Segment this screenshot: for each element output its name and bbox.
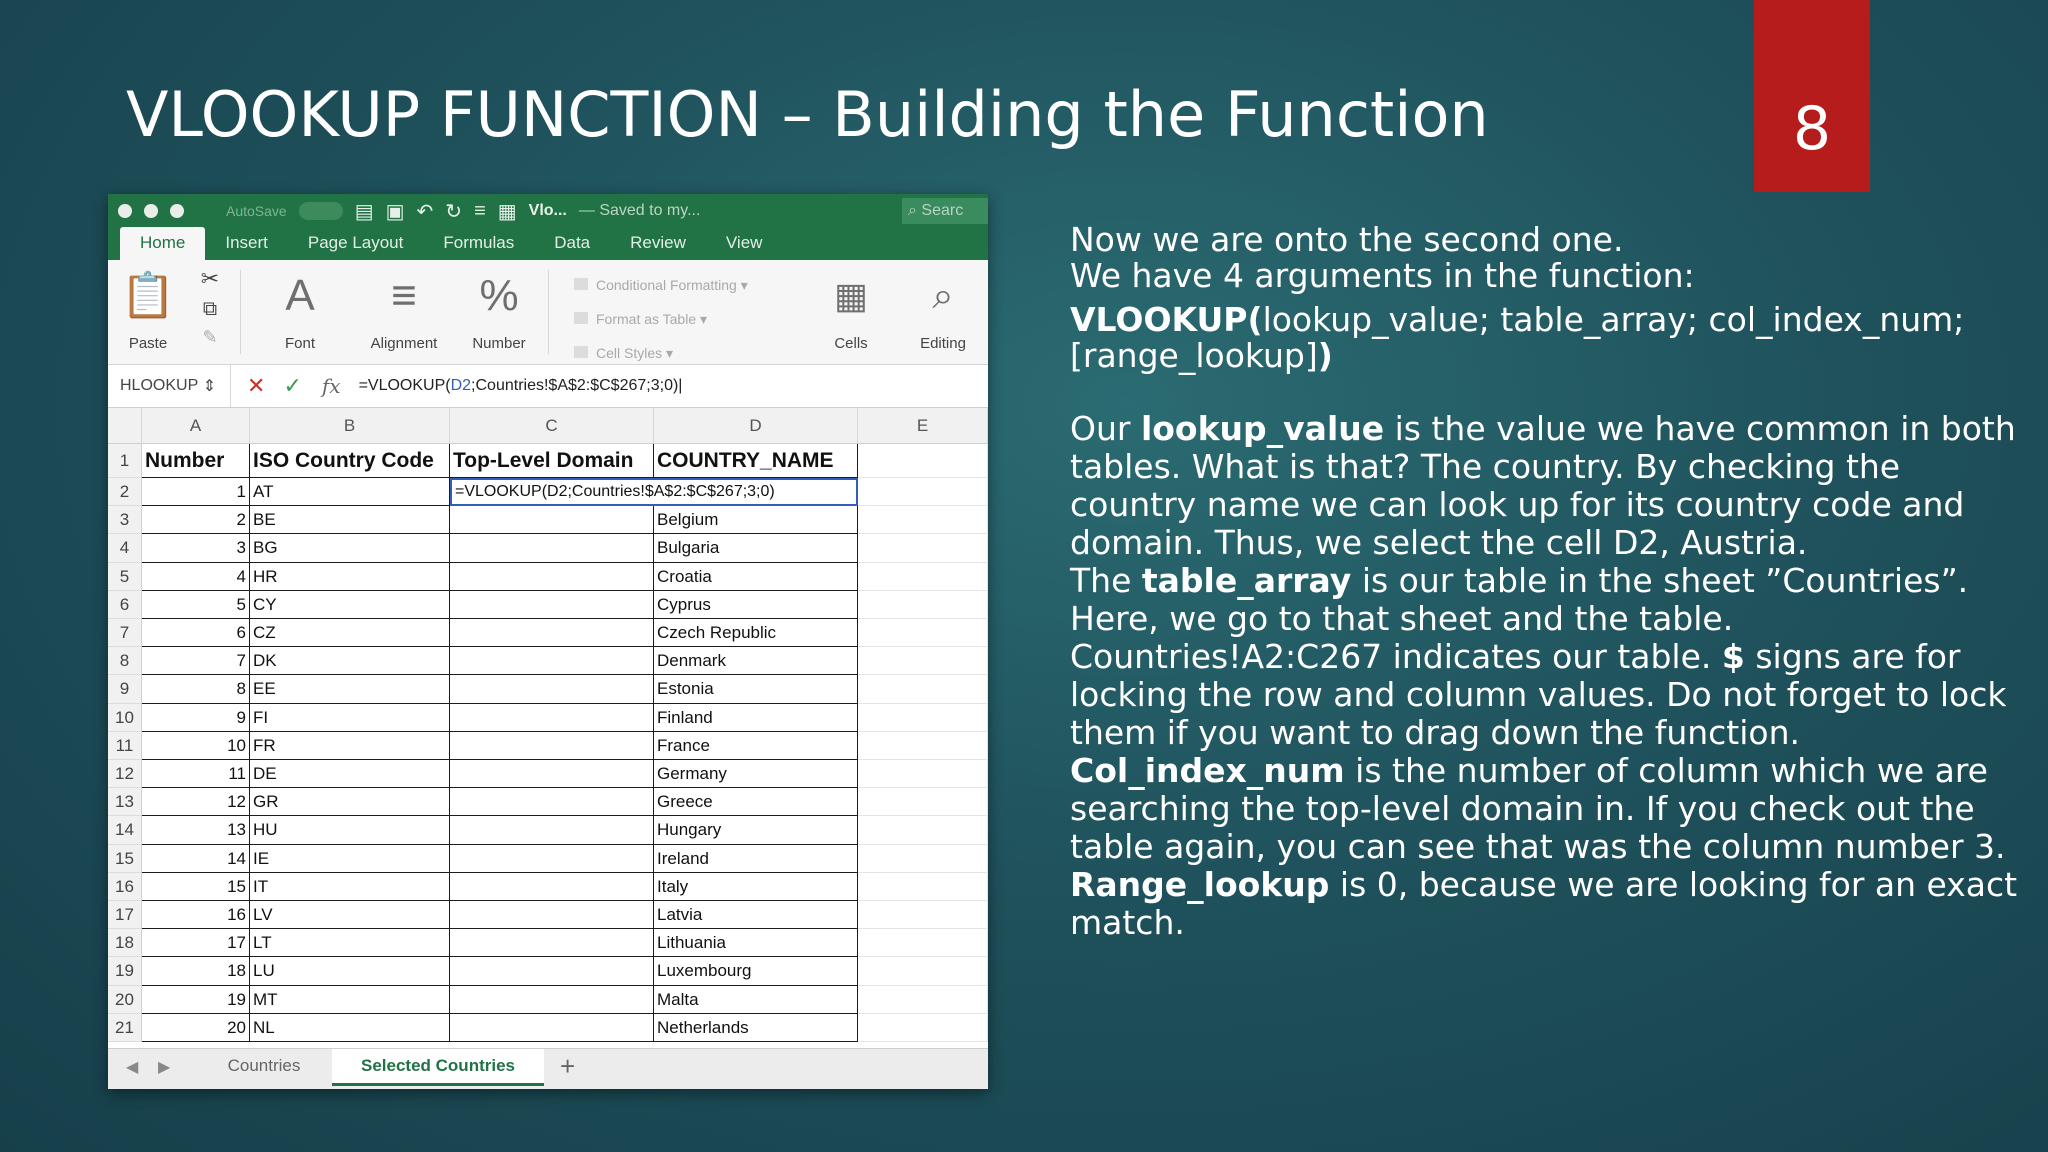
formula-bar bbox=[108, 365, 988, 408]
row-header[interactable]: 15 bbox=[108, 845, 142, 873]
paste-label: Paste bbox=[128, 335, 168, 352]
sheet-tabs-bar bbox=[108, 1048, 988, 1089]
country-name-cell[interactable]: Luxembourg bbox=[654, 957, 858, 985]
column-header[interactable]: B bbox=[250, 408, 450, 444]
empty-cell[interactable] bbox=[858, 534, 988, 562]
p1-pre: Our bbox=[1070, 409, 1141, 448]
formula-reference: D2 bbox=[450, 377, 472, 394]
domain-cell[interactable] bbox=[450, 563, 654, 591]
empty-cell[interactable] bbox=[858, 704, 988, 732]
column-header[interactable]: C bbox=[450, 408, 654, 444]
table-header-cell[interactable]: Top-Level Domain bbox=[450, 444, 654, 478]
iso-code-cell[interactable]: LV bbox=[250, 901, 450, 929]
empty-cell[interactable] bbox=[858, 591, 988, 619]
clipboard-icon: 📋 bbox=[120, 271, 176, 320]
magnifier-icon: ⌕ bbox=[932, 275, 954, 317]
empty-cell[interactable] bbox=[858, 760, 988, 788]
add-sheet-button[interactable]: + bbox=[560, 1051, 576, 1081]
country-name-cell[interactable]: Greece bbox=[654, 788, 858, 816]
domain-cell[interactable] bbox=[450, 647, 654, 675]
domain-cell[interactable] bbox=[450, 788, 654, 816]
format-as-table-button[interactable]: Format as Table ▾ bbox=[572, 302, 748, 336]
alignment-button[interactable] bbox=[362, 260, 446, 364]
cancel-formula-icon[interactable]: ✕ bbox=[247, 373, 266, 398]
formula-suffix: ;Countries!$A$2:$C$267;3;0) bbox=[471, 377, 679, 394]
row-header[interactable]: 13 bbox=[108, 788, 142, 816]
p2-term: table_array bbox=[1141, 561, 1352, 600]
country-name-cell[interactable]: Hungary bbox=[654, 816, 858, 844]
domain-cell[interactable] bbox=[450, 986, 654, 1014]
iso-code-cell[interactable]: DK bbox=[250, 647, 450, 675]
tab-view[interactable]: View bbox=[725, 233, 763, 252]
p1-text: is the value we have common in both tables. What is that? The country. By checking the country name we can look up for its country code and domain. Thus, we select the cell D2, Austria. bbox=[1070, 409, 2016, 562]
font-label: Font bbox=[284, 335, 315, 352]
iso-code-cell[interactable]: AT bbox=[250, 478, 450, 506]
empty-cell[interactable] bbox=[858, 901, 988, 929]
domain-cell[interactable] bbox=[450, 591, 654, 619]
document-name: Vlo... bbox=[528, 202, 567, 219]
page-number: 8 bbox=[1792, 94, 1832, 164]
clipboard-tools bbox=[190, 260, 230, 364]
country-name-cell[interactable]: Netherlands bbox=[654, 1014, 858, 1042]
table-header-cell[interactable]: COUNTRY_NAME bbox=[654, 444, 858, 478]
p4-term: Range_lookup bbox=[1070, 865, 1330, 904]
next-sheet-icon[interactable]: ▶ bbox=[158, 1059, 171, 1076]
empty-cell[interactable] bbox=[858, 873, 988, 901]
save-icon[interactable]: ▣ bbox=[385, 200, 405, 223]
empty-cell[interactable] bbox=[858, 506, 988, 534]
format-painter-icon[interactable]: ✎ bbox=[202, 327, 218, 347]
row-header[interactable]: 8 bbox=[108, 647, 142, 675]
name-box[interactable]: HLOOKUP ⇕ bbox=[108, 365, 231, 407]
select-all-corner[interactable] bbox=[108, 408, 142, 444]
country-name-cell[interactable]: Latvia bbox=[654, 901, 858, 929]
intro-line-1: Now we are onto the second one. bbox=[1070, 220, 1624, 259]
prev-sheet-icon[interactable]: ◀ bbox=[126, 1059, 139, 1076]
table-header-cell[interactable]: ISO Country Code bbox=[250, 444, 450, 478]
country-name-cell[interactable]: Lithuania bbox=[654, 929, 858, 957]
iso-code-cell[interactable]: NL bbox=[250, 1014, 450, 1042]
number-cell[interactable]: 9 bbox=[142, 704, 250, 732]
empty-cell[interactable] bbox=[858, 619, 988, 647]
country-name-cell[interactable]: Croatia bbox=[654, 563, 858, 591]
tab-insert[interactable]: Insert bbox=[225, 233, 268, 252]
column-header[interactable]: E bbox=[858, 408, 988, 444]
domain-cell[interactable] bbox=[450, 619, 654, 647]
empty-cell[interactable] bbox=[858, 563, 988, 591]
row-header[interactable]: 19 bbox=[108, 957, 142, 985]
ribbon-divider bbox=[240, 270, 241, 354]
undo-icon[interactable]: ↶ bbox=[416, 200, 434, 223]
cells-icon: ▦ bbox=[833, 275, 868, 316]
font-icon: A bbox=[285, 271, 315, 320]
styles-group bbox=[572, 268, 748, 370]
conditional-formatting-button[interactable]: Conditional Formatting ▾ bbox=[572, 268, 748, 302]
domain-cell[interactable] bbox=[450, 901, 654, 929]
number-cell[interactable]: 11 bbox=[142, 760, 250, 788]
formula-input[interactable]: =VLOOKUP(D2;Countries!$A$2:$C$267;3;0)| bbox=[358, 377, 683, 394]
iso-code-cell[interactable]: LT bbox=[250, 929, 450, 957]
empty-cell[interactable] bbox=[858, 788, 988, 816]
iso-code-cell[interactable]: CY bbox=[250, 591, 450, 619]
row-header[interactable]: 11 bbox=[108, 732, 142, 760]
empty-cell[interactable] bbox=[858, 1014, 988, 1042]
search-input[interactable]: ⌕ Searc bbox=[902, 198, 988, 224]
number-cell[interactable]: 10 bbox=[142, 732, 250, 760]
intro-line-2: We have 4 arguments in the function: bbox=[1070, 256, 1695, 295]
country-name-cell[interactable]: Finland bbox=[654, 704, 858, 732]
iso-code-cell[interactable]: EE bbox=[250, 675, 450, 703]
cut-icon[interactable]: ✂ bbox=[200, 266, 220, 291]
active-formula-cell[interactable]: =VLOOKUP(D2;Countries!$A$2:$C$267;3;0) bbox=[450, 478, 858, 506]
country-name-cell[interactable]: Germany bbox=[654, 760, 858, 788]
syntax-optional-argument: [range_lookup] bbox=[1070, 336, 1318, 375]
name-box-value: HLOOKUP bbox=[120, 377, 199, 394]
p4-text: is 0, because we are looking for an exact match. bbox=[1070, 865, 2018, 942]
zoom-window-icon[interactable] bbox=[170, 204, 184, 218]
iso-code-cell[interactable]: MT bbox=[250, 986, 450, 1014]
save-status: — Saved to my... bbox=[578, 202, 701, 219]
empty-cell[interactable] bbox=[858, 957, 988, 985]
spacer bbox=[1070, 374, 2020, 410]
column-header[interactable]: D bbox=[654, 408, 858, 444]
country-name-cell[interactable]: Denmark bbox=[654, 647, 858, 675]
number-cell[interactable]: 14 bbox=[142, 845, 250, 873]
table-header-cell[interactable]: Number bbox=[142, 444, 250, 478]
domain-cell[interactable] bbox=[450, 1014, 654, 1042]
row-header[interactable]: 3 bbox=[108, 506, 142, 534]
row-header[interactable]: 1 bbox=[108, 444, 142, 478]
copy-icon[interactable]: ⧉ bbox=[202, 298, 218, 320]
iso-code-cell[interactable]: BE bbox=[250, 506, 450, 534]
number-cell[interactable]: 20 bbox=[142, 1014, 250, 1042]
number-cell[interactable]: 3 bbox=[142, 534, 250, 562]
font-button[interactable] bbox=[268, 260, 332, 364]
syntax-line bbox=[1070, 302, 2020, 374]
row-header[interactable]: 7 bbox=[108, 619, 142, 647]
paste-button[interactable] bbox=[116, 260, 180, 364]
empty-cell[interactable] bbox=[858, 732, 988, 760]
row-header[interactable]: 9 bbox=[108, 675, 142, 703]
tab-home[interactable]: Home bbox=[120, 227, 205, 260]
autosave-label: AutoSave bbox=[226, 203, 287, 219]
number-button[interactable] bbox=[466, 260, 532, 364]
editing-button[interactable] bbox=[908, 260, 978, 364]
syntax-function: VLOOKUP( bbox=[1070, 300, 1263, 339]
iso-code-cell[interactable]: HU bbox=[250, 816, 450, 844]
syntax-arguments: lookup_value; table_array; col_index_num; bbox=[1262, 300, 1965, 339]
column-header[interactable]: A bbox=[142, 408, 250, 444]
number-cell[interactable]: 5 bbox=[142, 591, 250, 619]
editing-label: Editing bbox=[920, 335, 966, 352]
iso-code-cell[interactable]: IE bbox=[250, 845, 450, 873]
domain-cell[interactable] bbox=[450, 506, 654, 534]
tab-data[interactable]: Data bbox=[554, 233, 591, 252]
country-name-cell[interactable]: Italy bbox=[654, 873, 858, 901]
col-index-paragraph bbox=[1070, 752, 2020, 866]
empty-cell[interactable] bbox=[858, 816, 988, 844]
number-cell[interactable]: 2 bbox=[142, 506, 250, 534]
country-name-cell[interactable]: Estonia bbox=[654, 675, 858, 703]
insert-function-icon[interactable]: fx bbox=[321, 374, 341, 398]
number-cell[interactable]: 19 bbox=[142, 986, 250, 1014]
domain-cell[interactable] bbox=[450, 704, 654, 732]
lookup-value-paragraph bbox=[1070, 410, 2020, 562]
search-placeholder: Searc bbox=[921, 202, 964, 219]
row-header[interactable]: 21 bbox=[108, 1014, 142, 1042]
number-cell[interactable]: 6 bbox=[142, 619, 250, 647]
tab-review[interactable]: Review bbox=[630, 233, 686, 252]
iso-code-cell[interactable]: GR bbox=[250, 788, 450, 816]
p3-term: Col_index_num bbox=[1070, 751, 1345, 790]
p2-text-2: signs are for locking the row and column values. Do not forget to lock them if you want to drag down the function. bbox=[1070, 637, 2007, 752]
formula-prefix: =VLOOKUP( bbox=[358, 377, 451, 394]
p1-term: lookup_value bbox=[1140, 409, 1385, 448]
country-name-cell[interactable]: Cyprus bbox=[654, 591, 858, 619]
domain-cell[interactable] bbox=[450, 675, 654, 703]
iso-code-cell[interactable]: LU bbox=[250, 957, 450, 985]
sidebar-icon[interactable]: ▤ bbox=[354, 200, 374, 223]
table-array-paragraph bbox=[1070, 562, 2020, 752]
empty-cell[interactable] bbox=[858, 986, 988, 1014]
empty-cell[interactable] bbox=[858, 675, 988, 703]
window-titlebar bbox=[108, 194, 988, 228]
number-cell[interactable]: 1 bbox=[142, 478, 250, 506]
empty-cell[interactable] bbox=[858, 478, 988, 506]
excel-file-icon: ▦ bbox=[497, 200, 517, 223]
tab-formulas[interactable]: Formulas bbox=[443, 233, 515, 252]
number-cell[interactable]: 13 bbox=[142, 816, 250, 844]
slide-title: VLOOKUP FUNCTION – Building the Function bbox=[126, 78, 1489, 151]
alignment-icon: ≡ bbox=[391, 271, 417, 320]
explanation-text bbox=[1070, 222, 2020, 942]
number-cell[interactable]: 8 bbox=[142, 675, 250, 703]
country-name-cell[interactable]: France bbox=[654, 732, 858, 760]
number-cell[interactable]: 12 bbox=[142, 788, 250, 816]
row-header[interactable]: 5 bbox=[108, 563, 142, 591]
iso-code-cell[interactable]: CZ bbox=[250, 619, 450, 647]
domain-cell[interactable] bbox=[450, 732, 654, 760]
empty-cell[interactable] bbox=[858, 929, 988, 957]
row-header[interactable]: 20 bbox=[108, 986, 142, 1014]
number-cell[interactable]: 7 bbox=[142, 647, 250, 675]
domain-cell[interactable] bbox=[450, 957, 654, 985]
iso-code-cell[interactable]: FI bbox=[250, 704, 450, 732]
alignment-label: Alignment bbox=[370, 335, 438, 352]
row-header[interactable]: 18 bbox=[108, 929, 142, 957]
number-cell[interactable]: 15 bbox=[142, 873, 250, 901]
p2-pre: The bbox=[1070, 561, 1142, 600]
p3-text: is the number of column which we are searching the top-level domain in. If you check out the table again, you can see that was the column number 3. bbox=[1070, 751, 2006, 866]
iso-code-cell[interactable]: FR bbox=[250, 732, 450, 760]
customize-toolbar-icon[interactable]: ≡ bbox=[474, 199, 486, 222]
number-cell[interactable]: 18 bbox=[142, 957, 250, 985]
country-name-cell[interactable]: Bulgaria bbox=[654, 534, 858, 562]
sheet-tab-selected-countries[interactable]: Selected Countries bbox=[332, 1049, 544, 1086]
domain-cell[interactable] bbox=[450, 845, 654, 873]
domain-cell[interactable] bbox=[450, 873, 654, 901]
row-header[interactable]: 2 bbox=[108, 478, 142, 506]
domain-cell[interactable] bbox=[450, 816, 654, 844]
empty-cell[interactable] bbox=[858, 444, 988, 478]
country-name-cell[interactable]: Belgium bbox=[654, 506, 858, 534]
country-name-cell[interactable]: Ireland bbox=[654, 845, 858, 873]
sheet-tab-countries[interactable]: Countries bbox=[227, 1056, 301, 1075]
minimize-window-icon[interactable] bbox=[144, 204, 158, 218]
empty-cell[interactable] bbox=[858, 845, 988, 873]
number-cell[interactable]: 4 bbox=[142, 563, 250, 591]
ribbon-tabs bbox=[108, 228, 988, 260]
percent-icon: % bbox=[479, 271, 519, 320]
iso-code-cell[interactable]: HR bbox=[250, 563, 450, 591]
p2-dollar: $ bbox=[1721, 637, 1745, 676]
number-label: Number bbox=[472, 335, 526, 352]
iso-code-cell[interactable]: BG bbox=[250, 534, 450, 562]
cell-styles-button[interactable]: Cell Styles ▾ bbox=[572, 336, 748, 370]
number-cell[interactable]: 17 bbox=[142, 929, 250, 957]
autosave-toggle[interactable] bbox=[299, 202, 343, 220]
close-window-icon[interactable] bbox=[118, 204, 132, 218]
domain-cell[interactable] bbox=[450, 929, 654, 957]
iso-code-cell[interactable]: IT bbox=[250, 873, 450, 901]
domain-cell[interactable] bbox=[450, 760, 654, 788]
number-cell[interactable]: 16 bbox=[142, 901, 250, 929]
excel-window bbox=[108, 194, 988, 1089]
cells-button[interactable] bbox=[816, 260, 886, 364]
row-header[interactable]: 16 bbox=[108, 873, 142, 901]
syntax-close-paren: ) bbox=[1317, 336, 1333, 375]
row-header[interactable]: 4 bbox=[108, 534, 142, 562]
confirm-formula-icon[interactable]: ✓ bbox=[283, 373, 302, 398]
page-number-badge bbox=[1754, 0, 1870, 192]
row-header[interactable]: 14 bbox=[108, 816, 142, 844]
row-header[interactable]: 17 bbox=[108, 901, 142, 929]
iso-code-cell[interactable]: DE bbox=[250, 760, 450, 788]
country-name-cell[interactable]: Czech Republic bbox=[654, 619, 858, 647]
row-header[interactable]: 12 bbox=[108, 760, 142, 788]
redo-icon[interactable]: ↻ bbox=[445, 200, 463, 223]
domain-cell[interactable] bbox=[450, 534, 654, 562]
empty-cell[interactable] bbox=[858, 647, 988, 675]
ribbon-divider bbox=[548, 270, 549, 354]
range-lookup-paragraph bbox=[1070, 866, 2020, 942]
cells-label: Cells bbox=[834, 335, 868, 352]
tab-page-layout[interactable]: Page Layout bbox=[307, 233, 404, 252]
row-header[interactable]: 10 bbox=[108, 704, 142, 732]
country-name-cell[interactable]: Malta bbox=[654, 986, 858, 1014]
ribbon bbox=[108, 260, 988, 365]
row-header[interactable]: 6 bbox=[108, 591, 142, 619]
p2-text: is our table in the sheet ”Countries”. Here, we go to that sheet and the table. Countries!A2:C267 indicates our table. bbox=[1070, 561, 1969, 676]
